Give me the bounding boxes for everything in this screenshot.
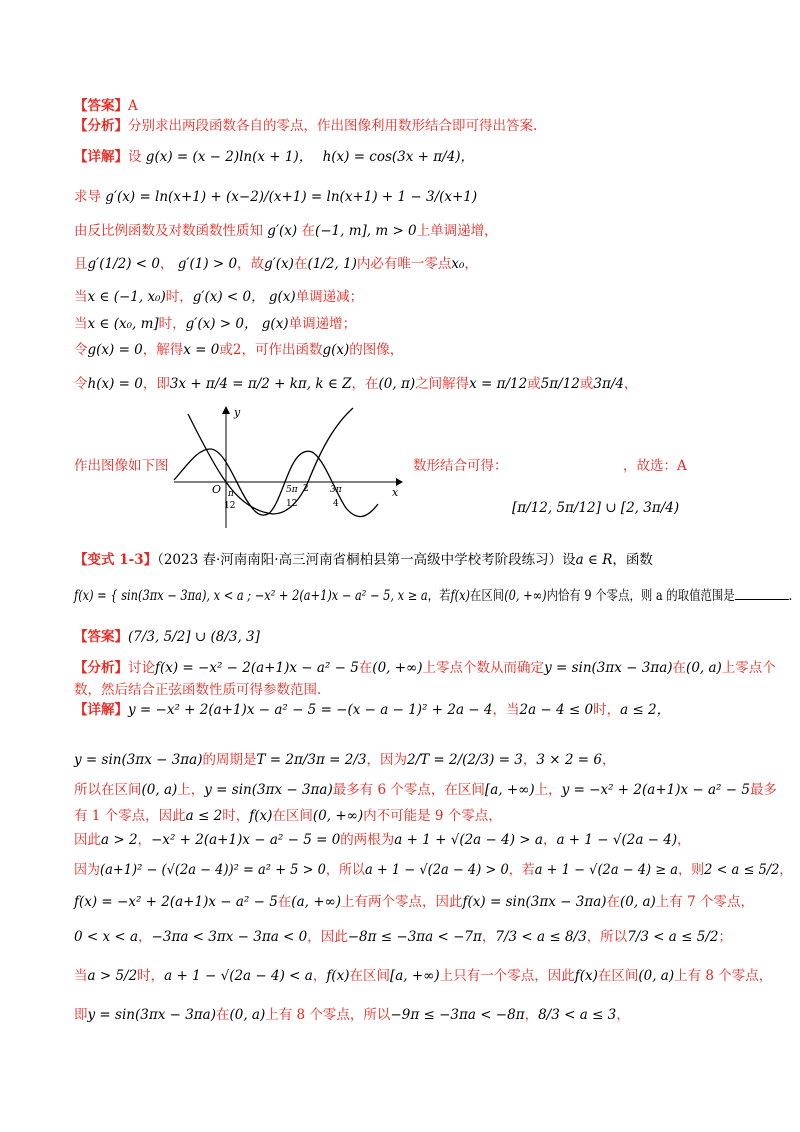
text: . bbox=[788, 588, 793, 604]
text: 最多 bbox=[749, 782, 777, 798]
text: ，因为 bbox=[366, 752, 407, 768]
text: ，函数 bbox=[612, 552, 653, 568]
text: 上， bbox=[177, 782, 205, 798]
formula: f(x) = sin(3πx − 3πa) bbox=[462, 894, 607, 910]
formula: x = π/12 bbox=[469, 376, 528, 392]
tick-5pi-12: 5π bbox=[286, 485, 298, 495]
tick-5pi-12-den: 12 bbox=[286, 499, 298, 509]
formula: g′(x) < 0， bbox=[192, 289, 265, 305]
text: ， bbox=[601, 752, 616, 768]
x-axis-arrow bbox=[396, 478, 403, 486]
decreasing-line bbox=[74, 287, 363, 307]
text: 上单调递增， bbox=[416, 223, 498, 239]
formula: [π/12, 5π/12] ∪ [2, 3π/4) bbox=[512, 500, 680, 516]
text: 内不可能是 9 个零点， bbox=[363, 808, 502, 824]
solve-h-line bbox=[74, 374, 638, 394]
formula-h: h(x) = cos(3x + π/4)， bbox=[322, 149, 475, 165]
derivative-text: 求导 bbox=[74, 189, 101, 205]
variant-detail-8 bbox=[74, 927, 732, 947]
text: ， bbox=[624, 376, 638, 392]
formula: g(x) bbox=[261, 316, 289, 332]
graph-caption bbox=[74, 456, 169, 476]
text: ， bbox=[616, 1007, 630, 1023]
formula: x ∈ (−1, x₀) bbox=[87, 289, 166, 305]
formula: −3πa < 3πx − 3πa < 0 bbox=[151, 929, 308, 945]
detail-text: 设 bbox=[128, 149, 142, 165]
answer-blank bbox=[735, 585, 789, 600]
text: ， bbox=[524, 1007, 539, 1023]
variant-detail-3 bbox=[74, 780, 777, 800]
text: 所以在区间 bbox=[74, 782, 142, 798]
piecewise-formula: f(x) = { sin(3πx − 3πa), x < a ; −x² + 2(a+1)x − a² − 5, x ≥ a bbox=[74, 588, 428, 604]
formula: x₀ bbox=[451, 256, 465, 272]
formula: 3 × 2 = 6 bbox=[536, 752, 602, 768]
tick-3pi-4: 3π bbox=[330, 485, 342, 495]
tick-3pi-4-den: 4 bbox=[333, 499, 339, 509]
text: 上零点个数从而确定 bbox=[422, 660, 545, 676]
text: 时， bbox=[222, 808, 250, 824]
formula: 0 < x < a bbox=[74, 929, 139, 945]
text: 最多有 6 个零点，在区间 bbox=[332, 782, 485, 798]
text: 单调递增； bbox=[288, 316, 357, 332]
text: 时， bbox=[158, 316, 186, 332]
formula: y = sin(3πx − 3πa) bbox=[204, 782, 333, 798]
formula: g(x) bbox=[268, 289, 296, 305]
text: 2 bbox=[232, 342, 242, 358]
text: 或 bbox=[527, 376, 541, 392]
text: 在 bbox=[358, 660, 373, 676]
text: 当 bbox=[74, 289, 88, 305]
formula: 5π/12 bbox=[540, 376, 580, 392]
text: ，故选：A bbox=[623, 458, 687, 474]
analysis-tag: 【分析】 bbox=[74, 118, 128, 134]
zero-line bbox=[74, 254, 478, 274]
formula: g′(1/2) < 0 bbox=[87, 256, 160, 272]
formula: (0, +∞) bbox=[504, 588, 547, 604]
variant-analysis bbox=[74, 658, 776, 678]
text: 因此 bbox=[74, 832, 101, 848]
text: ，当 bbox=[492, 702, 520, 718]
formula: y = −x² + 2(a+1)x − a² − 5 bbox=[561, 782, 750, 798]
formula: a > 5/2 bbox=[87, 968, 138, 984]
text: ，故 bbox=[237, 256, 265, 272]
formula: a ≤ 2， bbox=[620, 702, 671, 718]
formula: 3π/4 bbox=[593, 376, 625, 392]
increasing-line bbox=[74, 314, 356, 334]
answer-value: A bbox=[128, 98, 138, 114]
formula: 2a − 4 ≤ 0 bbox=[519, 702, 594, 718]
text: ，若 bbox=[508, 862, 535, 878]
text: 因为 bbox=[74, 862, 101, 878]
text: 在 bbox=[277, 894, 292, 910]
text: 令 bbox=[74, 342, 88, 358]
text: 时， bbox=[593, 702, 621, 718]
analysis-tag: 【分析】 bbox=[74, 660, 128, 676]
text: 在 bbox=[606, 894, 621, 910]
choice bbox=[623, 456, 687, 476]
analysis-text: 分别求出两段函数各自的零点，作出图像利用数形结合即可得出答案. bbox=[128, 118, 538, 134]
formula: (0, +∞) bbox=[372, 660, 423, 676]
formula: y = sin(3πx − 3πa) bbox=[87, 1007, 216, 1023]
text: ，因此 bbox=[307, 929, 348, 945]
formula: a > 2 bbox=[101, 832, 138, 848]
formula: g′(x) > 0， bbox=[185, 316, 258, 332]
formula: (1/2, 1) bbox=[307, 256, 357, 272]
derivative-line bbox=[74, 187, 477, 207]
formula: a + 1 − √(2a − 4) ≥ a bbox=[534, 862, 679, 878]
text: 上只有一个零点，因此 bbox=[439, 968, 575, 984]
text: ， bbox=[677, 832, 691, 848]
y-axis-arrow bbox=[222, 406, 230, 414]
solution-set bbox=[512, 498, 679, 518]
formula: a ∈ R bbox=[575, 552, 613, 568]
formula: −8π ≤ −3πa < −7π bbox=[347, 929, 482, 945]
solve-g-line bbox=[74, 340, 403, 360]
text: 有 1 个零点，因此 bbox=[74, 808, 186, 824]
variant-analysis-2 bbox=[74, 680, 321, 700]
text: 上有 8 个零点，所以 bbox=[265, 1007, 391, 1023]
formula: 7/3 < a ≤ 5/2 bbox=[627, 929, 719, 945]
formula: 2 < a ≤ 5/2 bbox=[704, 862, 780, 878]
formula: [a, +∞) bbox=[389, 968, 440, 984]
g-curve bbox=[188, 408, 353, 514]
text: 在区间 bbox=[470, 588, 505, 604]
text: ，解得 bbox=[142, 342, 184, 358]
variant-detail-2 bbox=[74, 750, 615, 770]
formula: x = 0 bbox=[183, 342, 220, 358]
text: 内必有唯一零点 bbox=[356, 256, 452, 272]
text: 的图像， bbox=[349, 342, 404, 358]
formula: (0, π) bbox=[378, 376, 416, 392]
text: 之间解得 bbox=[415, 376, 470, 392]
text: 即 bbox=[74, 1007, 88, 1023]
text: 上有 7 个零点， bbox=[655, 894, 754, 910]
text: 的两根为 bbox=[340, 832, 395, 848]
detail-tag: 【详解】 bbox=[74, 702, 128, 718]
text: 的周期是 bbox=[202, 752, 257, 768]
text: ， bbox=[542, 832, 557, 848]
conclusion bbox=[413, 456, 508, 476]
origin-label: O bbox=[212, 483, 222, 496]
text: ， bbox=[464, 256, 478, 272]
tick-pi-12: π bbox=[228, 489, 234, 499]
formula: f(x) bbox=[249, 808, 273, 824]
formula: −9π ≤ −3πa < −8π bbox=[390, 1007, 525, 1023]
formula: g′(1) > 0 bbox=[177, 256, 238, 272]
text: 且 bbox=[74, 256, 88, 272]
monotone-line bbox=[74, 221, 498, 241]
formula: g(x) = 0 bbox=[87, 342, 143, 358]
text: 或 bbox=[219, 342, 233, 358]
text: 数形结合可得： bbox=[413, 458, 508, 474]
formula: [a, +∞) bbox=[484, 782, 535, 798]
tick-pi-12-den: 12 bbox=[224, 501, 236, 511]
text: 在区间 bbox=[272, 808, 313, 824]
variant-detail-5 bbox=[74, 830, 691, 850]
text: 上， bbox=[534, 782, 562, 798]
variant-detail-7 bbox=[74, 892, 754, 912]
formula: g(x) bbox=[322, 342, 350, 358]
formula: h(x) = 0 bbox=[87, 376, 143, 392]
formula: a + 1 + √(2a − 4) > a bbox=[394, 832, 543, 848]
text: ，则 bbox=[678, 862, 705, 878]
formula: y = sin(3πx − 3πa) bbox=[74, 752, 203, 768]
formula: a + 1 − √(2a − 4) > 0 bbox=[364, 862, 509, 878]
formula: f(x) = −x² + 2(a+1)x − a² − 5 bbox=[74, 894, 278, 910]
text: ，在 bbox=[351, 376, 379, 392]
formula: T = 2π/3π = 2/3 bbox=[256, 752, 367, 768]
text: 上有 8 个零点， bbox=[674, 968, 773, 984]
answer-interval: (7/3, 5/2] ∪ (8/3, 3] bbox=[128, 629, 260, 645]
formula: 8/3 < a ≤ 3 bbox=[538, 1007, 617, 1023]
formula: (a, +∞) bbox=[291, 894, 342, 910]
variant-tag: 【变式 1-3】 bbox=[74, 552, 158, 568]
detail-line-1 bbox=[74, 147, 474, 167]
text: 或 bbox=[579, 376, 594, 392]
text: 由反比例函数及对数函数性质知 bbox=[74, 223, 263, 239]
text: 时， bbox=[137, 968, 165, 984]
formula: y = sin(3πx − 3πa) bbox=[544, 660, 673, 676]
formula: a + 1 − √(2a − 4) < a bbox=[164, 968, 313, 984]
formula: a + 1 − √(2a − 4) bbox=[556, 832, 678, 848]
answer-tag: 【答案】 bbox=[74, 98, 128, 114]
text: 上有两个零点，因此 bbox=[341, 894, 463, 910]
formula: 7/3 < a ≤ 8/3 bbox=[495, 929, 587, 945]
text: 讨论 bbox=[128, 660, 155, 676]
variant-detail-4 bbox=[74, 806, 502, 826]
formula: (0, a) bbox=[638, 968, 675, 984]
formula: (0, a) bbox=[229, 1007, 266, 1023]
variant-problem bbox=[74, 585, 792, 606]
text: 在 bbox=[301, 223, 315, 239]
y-axis-label: y bbox=[234, 406, 241, 419]
formula: a ≤ 2 bbox=[185, 808, 223, 824]
text: ， bbox=[522, 752, 537, 768]
answer-line bbox=[74, 96, 138, 116]
variant-detail-10 bbox=[74, 1005, 630, 1025]
formula: (0, a) bbox=[141, 782, 178, 798]
formula: f(x) bbox=[450, 588, 471, 604]
variant-detail-6 bbox=[74, 860, 792, 880]
h-curve bbox=[174, 449, 378, 517]
text: ； bbox=[718, 929, 732, 945]
text: ， bbox=[159, 256, 174, 272]
variant-answer bbox=[74, 627, 260, 647]
text: ， bbox=[138, 929, 152, 945]
text: 当 bbox=[74, 316, 88, 332]
answer-tag: 【答案】 bbox=[74, 629, 128, 645]
formula: f(x) bbox=[574, 968, 598, 984]
detail-tag: 【详解】 bbox=[74, 149, 128, 165]
formula: f(x) bbox=[326, 968, 350, 984]
formula: −x² + 2(a+1)x − a² − 5 = 0 bbox=[151, 832, 341, 848]
text: ，即 bbox=[142, 376, 170, 392]
text: 在 bbox=[672, 660, 687, 676]
formula: x ∈ (x₀, m] bbox=[87, 316, 159, 332]
variant-detail-9 bbox=[74, 966, 772, 986]
formula: (−1, m], m > 0 bbox=[314, 223, 417, 239]
text: 上零点个 bbox=[721, 660, 776, 676]
text: 在区间 bbox=[597, 968, 639, 984]
text: ，所以 bbox=[325, 862, 365, 878]
source-text: （2023 春·河南南阳·高三河南省桐柏县第一高级中学校考阶段练习）设 bbox=[157, 552, 576, 568]
formula: (0, +∞) bbox=[312, 808, 364, 824]
text: ， bbox=[137, 832, 152, 848]
x-axis-label: x bbox=[392, 486, 399, 499]
formula: g′(x) bbox=[267, 223, 298, 239]
text: 作出图像如下图 bbox=[74, 458, 169, 474]
text: 单调递减； bbox=[295, 289, 364, 305]
text: 时， bbox=[165, 289, 193, 305]
formula: g′(x) bbox=[264, 256, 294, 272]
formula: (0, a) bbox=[620, 894, 656, 910]
formula-g-prime: g′(x) = ln(x+1) + (x−2)/(x+1) = ln(x+1) + 1 − 3/(x+1) bbox=[105, 189, 478, 205]
text: 在 bbox=[215, 1007, 230, 1023]
text: 在 bbox=[293, 256, 308, 272]
text: ， bbox=[481, 929, 496, 945]
formula: (0, a) bbox=[686, 660, 722, 676]
formula: 2/T = 2/(2/3) = 3 bbox=[406, 752, 523, 768]
text: ，若 bbox=[427, 588, 451, 604]
variant-header bbox=[74, 550, 653, 570]
text: 令 bbox=[74, 376, 88, 392]
analysis-line bbox=[74, 116, 537, 136]
text: 内恰有 9 个零点，则 a 的取值范围是 bbox=[546, 588, 735, 604]
text: ，所以 bbox=[586, 929, 628, 945]
formula: y = −x² + 2(a+1)x − a² − 5 = −(x − a − 1)² + 2a − 4 bbox=[128, 702, 493, 718]
formula: (a+1)² − (√(2a − 4))² = a² + 5 > 0 bbox=[100, 862, 326, 878]
text: 在区间 bbox=[349, 968, 390, 984]
text: 当 bbox=[74, 968, 88, 984]
formula-g: g(x) = (x − 2)ln(x + 1)， bbox=[145, 149, 313, 165]
variant-detail-1 bbox=[74, 700, 670, 720]
text: ， bbox=[779, 862, 793, 878]
function-graph bbox=[168, 404, 408, 530]
tick-2: 2 bbox=[303, 484, 309, 494]
text: ，可作出函数 bbox=[241, 342, 323, 358]
formula: f(x) = −x² − 2(a+1)x − a² − 5 bbox=[155, 660, 359, 676]
formula: 3x + π/4 = π/2 + kπ, k ∈ Z bbox=[169, 376, 352, 392]
text: ， bbox=[312, 968, 327, 984]
text: 数，然后结合正弦函数性质可得参数范围. bbox=[74, 682, 322, 698]
